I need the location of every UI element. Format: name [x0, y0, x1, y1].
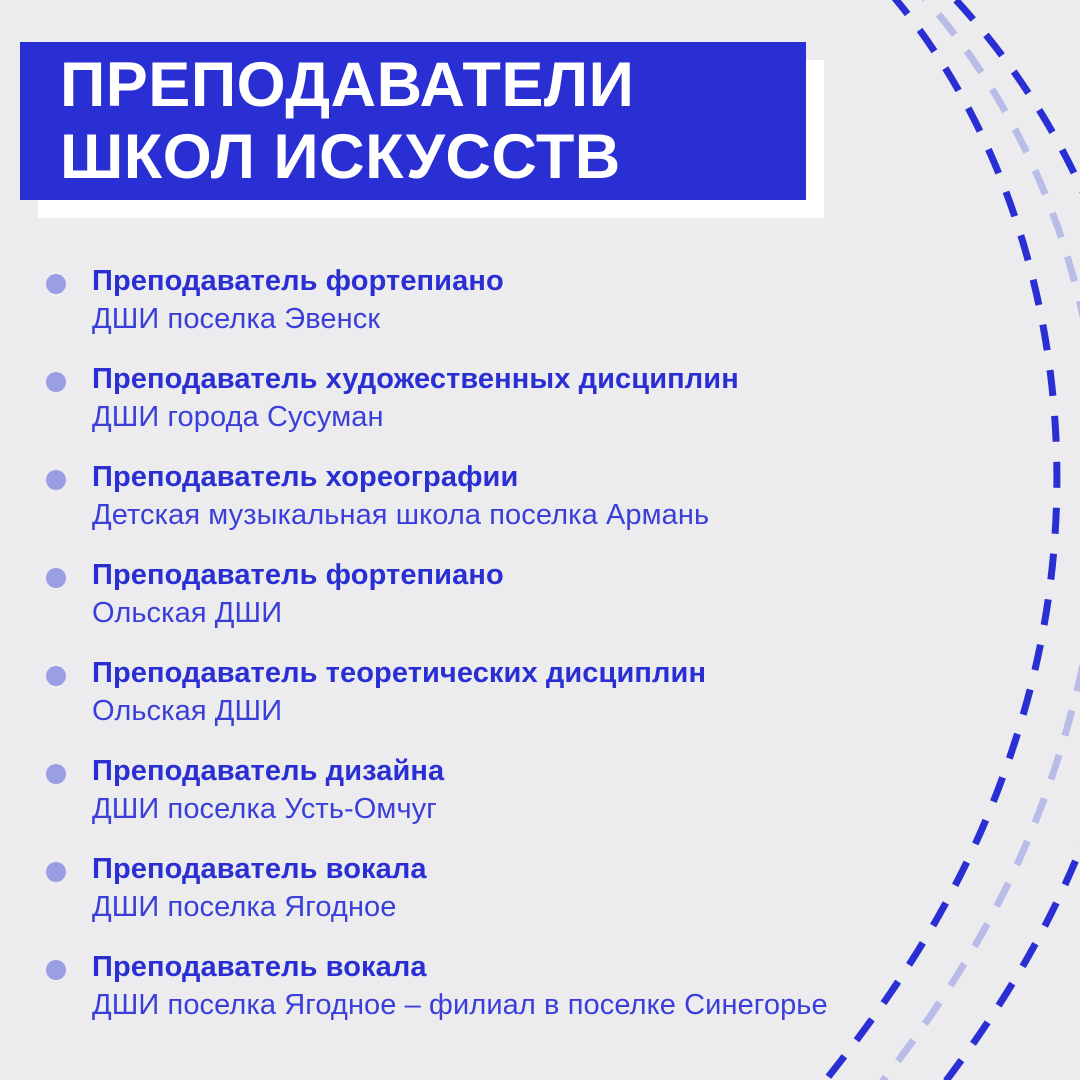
vacancy-place: Ольская ДШИ — [92, 695, 283, 727]
list-item — [46, 752, 986, 828]
list-item — [46, 360, 986, 436]
bullet-icon — [46, 568, 66, 588]
page-title-line-1: ПРЕПОДАВАТЕЛИ — [60, 50, 635, 120]
list-item-text — [92, 360, 986, 436]
vacancy-role: Преподаватель вокала — [92, 853, 427, 885]
list-item-text — [92, 850, 986, 926]
vacancy-place: ДШИ города Сусуман — [92, 401, 384, 433]
bullet-icon — [46, 372, 66, 392]
list-item-text — [92, 458, 986, 534]
page-title-line-2: ШКОЛ ИСКУССТВ — [60, 122, 621, 192]
list-item — [46, 948, 986, 1024]
vacancy-list — [46, 262, 986, 1046]
bullet-icon — [46, 274, 66, 294]
list-item-text — [92, 752, 986, 828]
list-item — [46, 262, 986, 338]
bullet-icon — [46, 862, 66, 882]
page-title — [20, 42, 806, 200]
bullet-icon — [46, 764, 66, 784]
vacancy-role: Преподаватель фортепиано — [92, 559, 504, 591]
vacancy-role: Преподаватель художественных дисциплин — [92, 363, 739, 395]
list-item — [46, 458, 986, 534]
list-item-text — [92, 262, 986, 338]
vacancy-role: Преподаватель хореографии — [92, 461, 519, 493]
vacancy-role: Преподаватель дизайна — [92, 755, 445, 787]
bullet-icon — [46, 470, 66, 490]
list-item-text — [92, 654, 986, 730]
vacancy-place: ДШИ поселка Ягодное – филиал в поселке Синегорье — [92, 989, 828, 1021]
vacancy-place: Детская музыкальная школа поселка Армань — [92, 499, 710, 531]
vacancy-place: ДШИ поселка Ягодное — [92, 891, 397, 923]
list-item-text — [92, 948, 986, 1024]
vacancy-place: ДШИ поселка Эвенск — [92, 303, 381, 335]
bullet-icon — [46, 666, 66, 686]
vacancy-place: Ольская ДШИ — [92, 597, 283, 629]
vacancy-role: Преподаватель вокала — [92, 951, 427, 983]
list-item — [46, 556, 986, 632]
list-item — [46, 850, 986, 926]
list-item-text — [92, 556, 986, 632]
vacancy-role: Преподаватель теоретических дисциплин — [92, 657, 707, 689]
vacancy-role: Преподаватель фортепиано — [92, 265, 504, 297]
vacancy-place: ДШИ поселка Усть-Омчуг — [92, 793, 437, 825]
bullet-icon — [46, 960, 66, 980]
list-item — [46, 654, 986, 730]
